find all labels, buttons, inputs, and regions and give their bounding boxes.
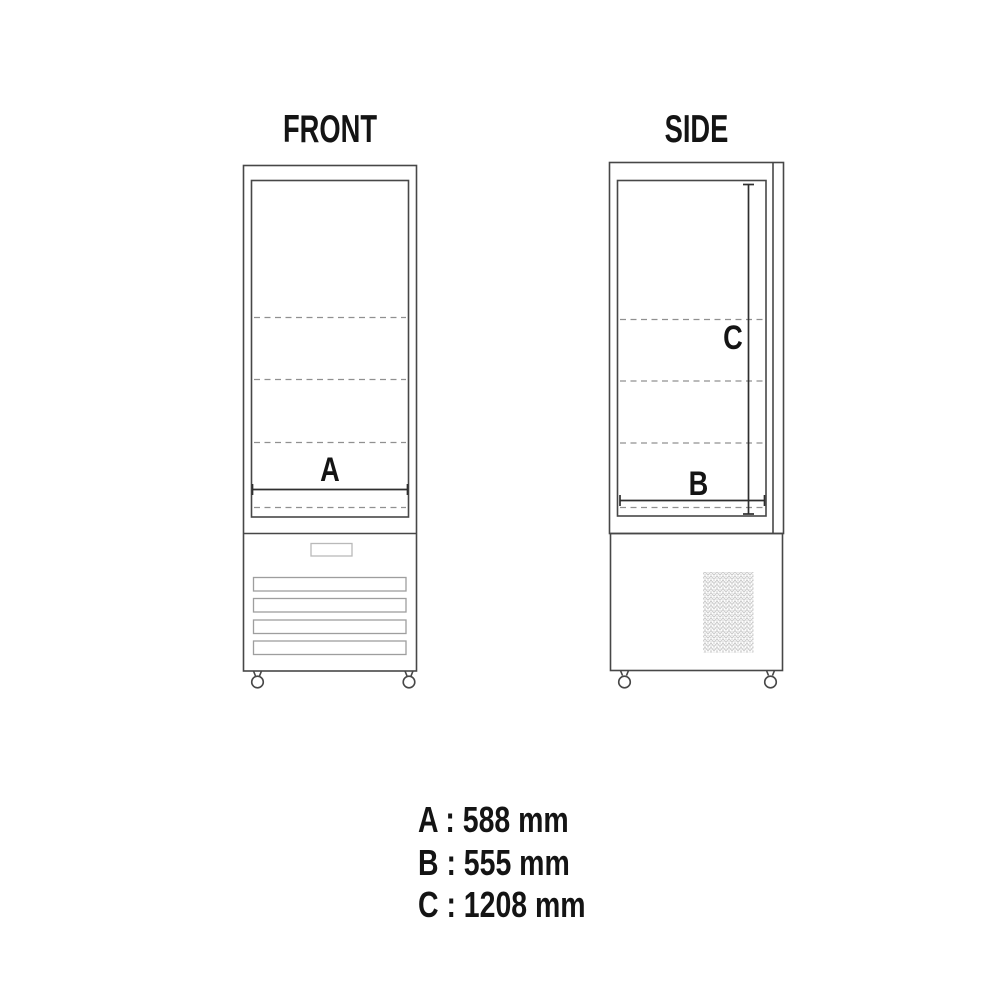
front-caster-right [403, 671, 415, 688]
front-louver-slat [254, 620, 407, 634]
legend-row-c: C : 1208 mm [418, 884, 586, 925]
side-view-drawing [610, 163, 784, 688]
side-view-title: SIDE [664, 108, 729, 151]
front-louver-slat [254, 578, 407, 592]
front-caster-left [252, 671, 264, 688]
front-louver-slat [254, 599, 407, 613]
front-louver-slat [254, 641, 407, 655]
dim-letter-b: B [688, 465, 709, 503]
side-lower-cabinet [611, 534, 783, 671]
dimension-legend [418, 799, 630, 927]
legend-row-a: A : 588 mm [418, 799, 569, 840]
dim-letter-a: A [320, 451, 340, 489]
front-outer-frame [244, 166, 417, 672]
front-handle-plate [311, 544, 352, 557]
legend-row-b: B : 555 mm [418, 841, 570, 883]
front-view-title: FRONT [282, 108, 378, 151]
side-caster-left [619, 671, 631, 688]
side-caster-right [765, 671, 777, 688]
dim-letter-c: C [723, 319, 743, 357]
side-vent-grille [703, 572, 754, 653]
front-view-drawing [244, 166, 417, 688]
